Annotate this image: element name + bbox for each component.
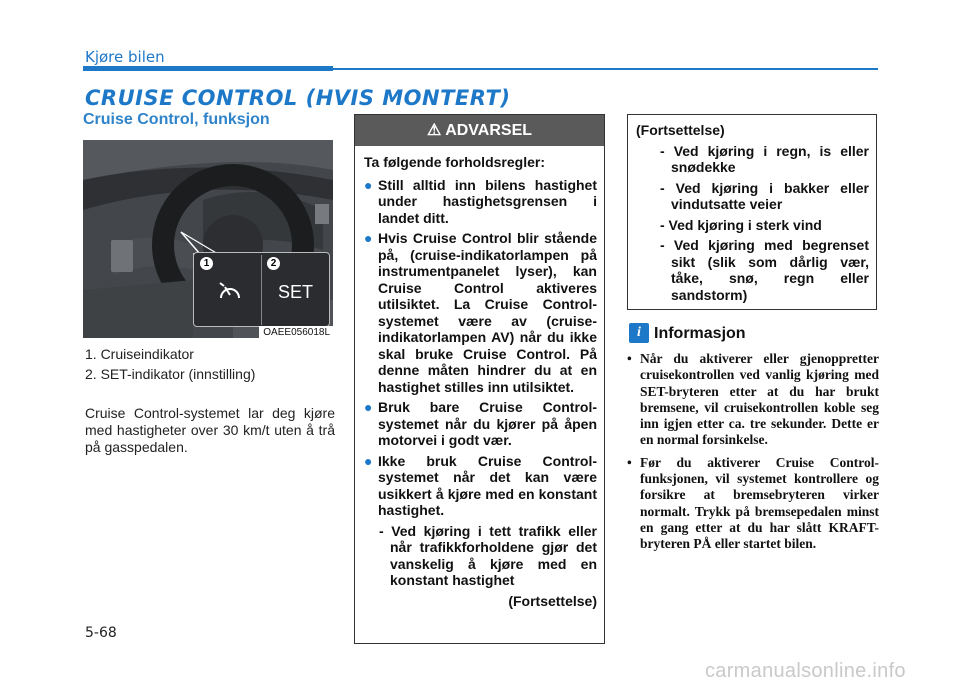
info-item: • Før du aktiverer Cruise Control-funksjonen, vil systemet kontrollere og forsikre at bremsebryteren virker normalt. Trykk på bremsepedalen minst en gang etter at du har slått KRAFT-bryteren PÅ eller startet bilen. xyxy=(627,454,879,552)
subsection-title: Cruise Control, funksjon xyxy=(83,111,270,128)
warning-item: ● Still alltid inn bilens hastighet under hastighetsgrensen i landet ditt. xyxy=(364,176,597,226)
indicator-inset xyxy=(193,252,330,327)
watermark: carmanualsonline.info xyxy=(705,660,906,682)
badge-2: 2 xyxy=(267,257,280,270)
info-icon: i xyxy=(629,323,649,343)
bullet-icon: ● xyxy=(364,452,373,469)
info-item: • Når du aktiverer eller gjenoppretter cruisekontrollen ved vanlig kjøring med SET-bryteren etter at du har brukt bremsene, vil cruisekontrollen koble seg inn igjen etter ca. tre sekunder. Dette er en normal forsinkelse. xyxy=(627,351,879,448)
page-number: 5-68 xyxy=(85,625,117,641)
bullet-icon: • xyxy=(627,351,632,366)
bullet-icon: • xyxy=(627,454,632,470)
continuation-item: - Ved kjøring med begrenset sikt (slik som dårlig vær, tåke, snø, regn eller sandstorm) xyxy=(660,237,869,303)
warning-item: ● Ikke bruk Cruise Control-systemet når det kan være usikkert å kjøre med en konstant hastighet. xyxy=(364,452,597,518)
continuation-item: - Ved kjøring i sterk vind xyxy=(660,216,822,233)
inset-divider xyxy=(261,255,262,325)
legend-item-1: 1. Cruiseindikator xyxy=(85,346,194,362)
warning-header xyxy=(355,115,604,146)
section-title: CRUISE CONTROL (HVIS MONTERT) xyxy=(85,86,511,110)
dashboard-illustration xyxy=(83,140,333,338)
set-indicator-label: SET xyxy=(278,282,314,302)
intro-paragraph: Cruise Control-systemet lar deg kjøre med hastigheter over 30 km/t uten å trå på gasspedalen. xyxy=(85,405,335,455)
continuation-item: - Ved kjøring i regn, is eller snødekke xyxy=(660,142,869,175)
chapter-label: Kjøre bilen xyxy=(85,48,165,66)
bullet-icon: ● xyxy=(364,176,373,193)
warning-body xyxy=(355,146,604,609)
bullet-icon: ● xyxy=(364,399,373,415)
warning-item: ● Hvis Cruise Control blir stående på, (cruise-indikatorlampen på instrumentpanelet lyser), kan Cruise Control aktiveres utilsiktet. La Cruise Control-systemet være av (cruise-indikatorlampen AV) når du ikke skal bruke Cruise Control. På denne måten hindrer du at en hastighet stilles inn utilsiktet. xyxy=(364,230,597,395)
continuation-item: - Ved kjøring i bakker eller vindutsatte veier xyxy=(660,179,869,212)
warning-continued: (Fortsettelse) xyxy=(508,592,597,609)
continuation-box xyxy=(627,114,877,310)
warning-item: ● Bruk bare Cruise Control-systemet når du kjører på åpen motorvei i godt vær. xyxy=(364,399,597,448)
header-rule-thin xyxy=(333,68,878,70)
warning-intro: Ta følgende forholdsregler: xyxy=(364,154,545,170)
warning-dash-item: - Ved kjøring i tett trafikk eller når trafikkforholdene gjør det vanskelig å kjøre med en konstant hastighet xyxy=(379,522,597,588)
bullet-icon: ● xyxy=(364,230,373,246)
figure-caption: OAEE056018L xyxy=(259,326,333,338)
cruise-indicator-icon xyxy=(217,279,243,303)
header-rule xyxy=(83,66,333,71)
warning-heading: ADVARSEL xyxy=(445,122,533,139)
continuation-heading: (Fortsettelse) xyxy=(636,122,725,138)
legend-item-2: 2. SET-indikator (innstilling) xyxy=(85,366,256,382)
warning-triangle-icon: ⚠ xyxy=(426,122,442,139)
info-title: Informasjon xyxy=(654,325,746,342)
info-list xyxy=(627,351,879,559)
warning-box xyxy=(354,114,605,644)
badge-1: 1 xyxy=(200,257,213,270)
